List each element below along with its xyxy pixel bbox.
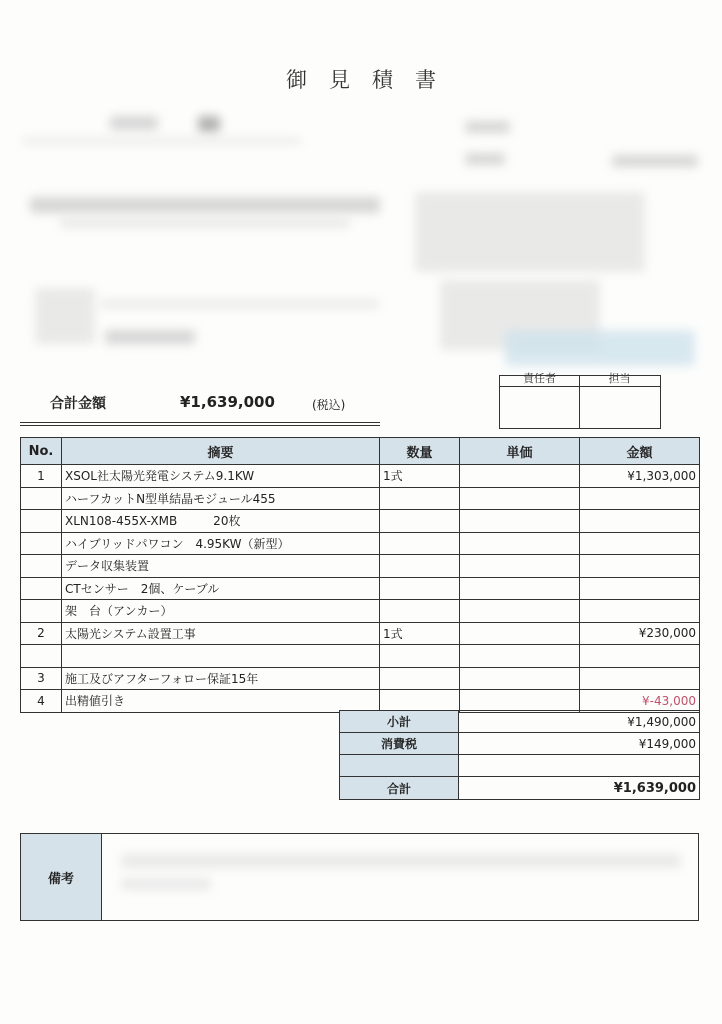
- row-unit-price: [460, 690, 580, 713]
- redacted-subject: [30, 197, 380, 213]
- redacted-field-labels: [35, 288, 95, 344]
- redacted-field-value: [105, 330, 195, 344]
- redacted-number-label: [465, 153, 505, 165]
- row-amount: [580, 645, 700, 668]
- row-no: 3: [21, 667, 62, 690]
- table-row: [21, 622, 700, 645]
- header-quantity: 数量: [380, 438, 460, 465]
- subtotal-label: 小計: [340, 711, 459, 733]
- table-row: [21, 510, 700, 533]
- row-amount: ¥1,303,000: [580, 465, 700, 488]
- row-amount: [580, 510, 700, 533]
- redacted-customer-name: [110, 116, 158, 130]
- row-quantity: [380, 667, 460, 690]
- redacted-number-value: [612, 155, 698, 167]
- total-underline-double: [20, 425, 380, 426]
- total-underline: [20, 422, 380, 423]
- header-description: 摘要: [62, 438, 380, 465]
- items-table: [20, 437, 700, 713]
- row-amount: [580, 487, 700, 510]
- grand-total-label: 合計: [340, 777, 459, 800]
- tax-included-note: (税込): [312, 398, 346, 412]
- table-row: [21, 532, 700, 555]
- row-description: CTセンサー 2個、ケーブル: [62, 577, 380, 600]
- tax-label: 消費税: [340, 733, 459, 755]
- row-no: [21, 532, 62, 555]
- row-amount: [580, 600, 700, 623]
- row-description: データ収集装置: [62, 555, 380, 578]
- row-unit-price: [460, 622, 580, 645]
- grand-total-value: ¥1,639,000: [459, 777, 700, 800]
- tax-row: [340, 733, 700, 755]
- row-quantity: [380, 600, 460, 623]
- row-description: ハイブリッドパワコン 4.95KW（新型）: [62, 532, 380, 555]
- table-row: [21, 600, 700, 623]
- redacted-field-lines: [100, 300, 380, 308]
- row-quantity: [380, 555, 460, 578]
- summary-table: [339, 710, 700, 800]
- header-no: No.: [21, 438, 62, 465]
- row-amount: [580, 667, 700, 690]
- row-no: [21, 555, 62, 578]
- row-description: ハーフカットN型単結晶モジュール455: [62, 487, 380, 510]
- row-no: 1: [21, 465, 62, 488]
- row-description: [62, 645, 380, 668]
- redacted-notes-line1: [121, 854, 681, 868]
- row-quantity: 1式: [380, 465, 460, 488]
- row-unit-price: [460, 487, 580, 510]
- row-description: 太陽光システム設置工事: [62, 622, 380, 645]
- notes-box: [20, 833, 699, 921]
- row-quantity: [380, 577, 460, 600]
- row-no: [21, 510, 62, 533]
- row-amount: [580, 532, 700, 555]
- row-description: 出精値引き: [62, 690, 380, 713]
- row-no: [21, 600, 62, 623]
- row-unit-price: [460, 667, 580, 690]
- row-quantity: 1式: [380, 622, 460, 645]
- blank-label: [340, 755, 459, 777]
- row-no: 4: [21, 690, 62, 713]
- table-row: [21, 577, 700, 600]
- redacted-notes-line2: [121, 878, 211, 890]
- table-row: [21, 487, 700, 510]
- stamp-label-manager: 責任者: [523, 372, 556, 385]
- row-no: 2: [21, 622, 62, 645]
- grand-total-row: [340, 777, 700, 800]
- row-description: XSOL社太陽光発電システム9.1KW: [62, 465, 380, 488]
- row-amount: [580, 577, 700, 600]
- row-unit-price: [460, 532, 580, 555]
- items-header-row: [21, 438, 700, 465]
- table-row: [21, 667, 700, 690]
- row-description: 架 台（アンカー）: [62, 600, 380, 623]
- row-no: [21, 577, 62, 600]
- row-amount-discount: ¥-43,000: [580, 690, 700, 713]
- row-unit-price: [460, 555, 580, 578]
- row-quantity: [380, 690, 460, 713]
- subtotal-value: ¥1,490,000: [459, 711, 700, 733]
- tax-value: ¥149,000: [459, 733, 700, 755]
- redacted-company-stamp: [505, 330, 695, 366]
- row-unit-price: [460, 600, 580, 623]
- blank-value: [459, 755, 700, 777]
- table-row: [21, 465, 700, 488]
- table-row: [21, 645, 700, 668]
- row-no: [21, 645, 62, 668]
- table-row: [21, 555, 700, 578]
- redacted-date-label: [465, 121, 510, 133]
- row-quantity: [380, 532, 460, 555]
- stamp-label-staff: 担当: [608, 372, 631, 385]
- row-quantity: [380, 645, 460, 668]
- redacted-subject-sub: [60, 218, 350, 228]
- row-amount: [580, 555, 700, 578]
- document-title: 御見積書: [286, 68, 458, 92]
- row-unit-price: [460, 577, 580, 600]
- approval-stamp-box: [499, 372, 661, 429]
- header-unit-price: 単価: [460, 438, 580, 465]
- redacted-customer-underline: [22, 138, 302, 144]
- table-row: [21, 690, 700, 713]
- row-amount: ¥230,000: [580, 622, 700, 645]
- row-quantity: [380, 510, 460, 533]
- redacted-company-block: [415, 192, 645, 272]
- blank-row: [340, 755, 700, 777]
- header-amount: 金額: [580, 438, 700, 465]
- row-quantity: [380, 487, 460, 510]
- subtotal-row: [340, 711, 700, 733]
- row-no: [21, 487, 62, 510]
- redacted-honorific: [198, 116, 220, 132]
- row-unit-price: [460, 510, 580, 533]
- row-description: 施工及びアフターフォロー保証15年: [62, 667, 380, 690]
- total-amount-label: 合計金額: [50, 396, 106, 412]
- notes-label: 備考: [21, 834, 102, 920]
- row-unit-price: [460, 465, 580, 488]
- row-unit-price: [460, 645, 580, 668]
- total-amount-value: ¥1,639,000: [180, 393, 275, 411]
- row-description: XLN108-455X-XMB 20枚: [62, 510, 380, 533]
